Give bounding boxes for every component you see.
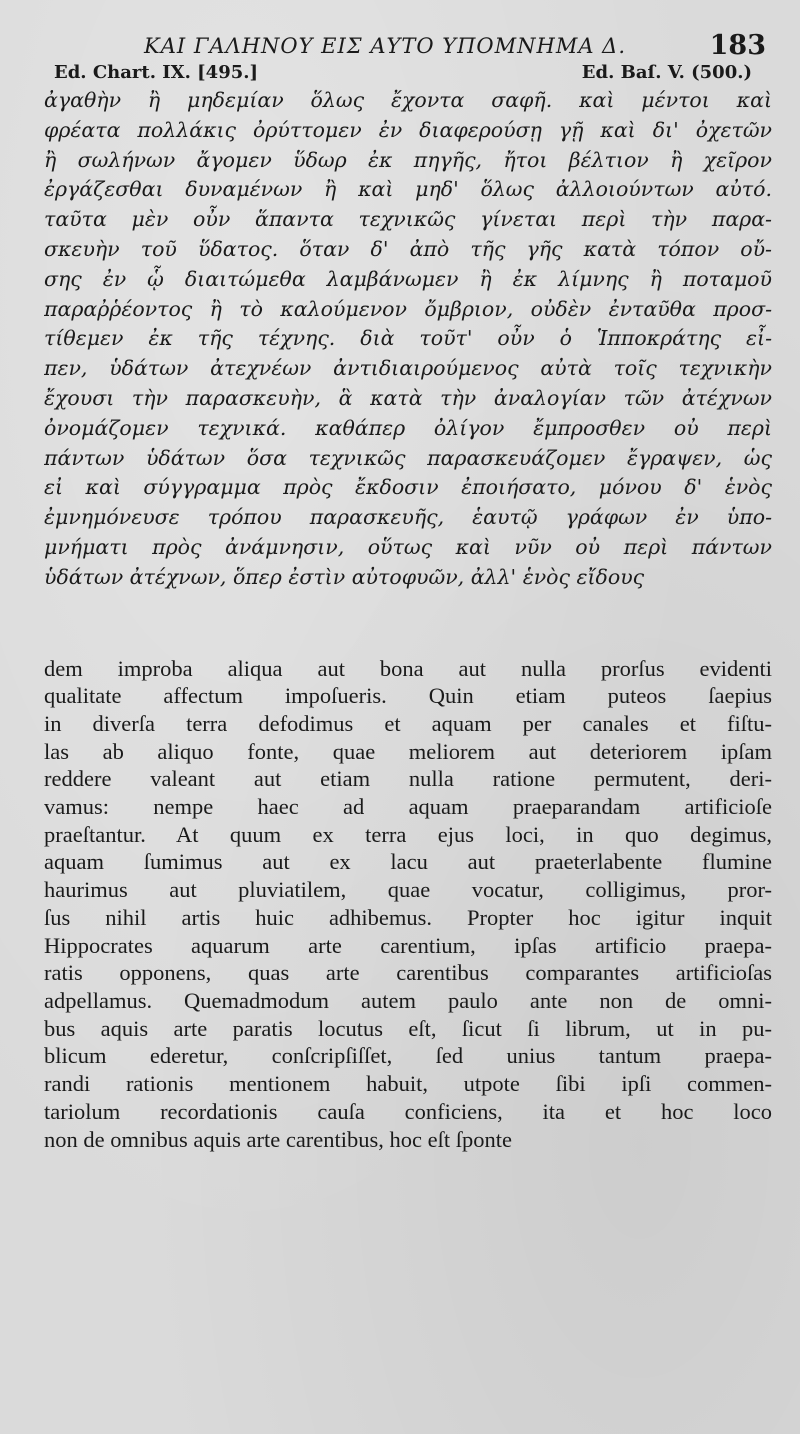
- latin-text-line: reddere valeant aut etiam nulla ratione permutent, deri-: [44, 766, 772, 792]
- greek-text-line: πεν, ὑδάτων ἀτεχνέων ἀντιδιαιρούμενος αὐτὰ τοῖς τεχνικὴν: [44, 356, 772, 381]
- greek-text-line: σης ἐν ᾧ διαιτώμεθα λαμβάνωμεν ἢ ἐκ λίμνης ἢ ποταμοῦ: [44, 266, 772, 291]
- greek-text-line: φρέατα πολλάκις ὀρύττομεν ἐν διαφερούσῃ γῇ καὶ δι' ὀχετῶν: [44, 117, 772, 142]
- latin-text-line: in diverſa terra defodimus et aquam per canales et fiſtu-: [44, 710, 772, 736]
- greek-text-line: ἢ σωλήνων ἄγομεν ὕδωρ ἐκ πηγῆς, ἤτοι βέλτιον ἢ χεῖρον: [44, 147, 772, 172]
- running-title: ΚΑΙ ΓΑΛΗΝΟΥ ΕΙΣ ΑΥΤΟ ΥΠΟΜΝΗΜΑ Δ.: [144, 34, 627, 58]
- greek-text-line: τίθεμεν ἐκ τῆς τέχνης. διὰ τοῦτ' οὖν ὁ Ἱπποκράτης εἶ-: [44, 326, 772, 351]
- greek-text-line: ἀγαθὴν ἢ μηδεμίαν ὅλως ἔχοντα σαφῆ. καὶ μέντοι καὶ: [44, 88, 772, 112]
- greek-text-line: εἰ καὶ σύγγραμμα πρὸς ἔκδοσιν ἐποιήσατο, μόνου δ' ἑνὸς: [44, 475, 772, 500]
- edition-references: [44, 62, 772, 88]
- greek-text-line: παραῤῥέοντος ἢ τὸ καλούμενον ὄμβριον, οὐδὲν ἐνταῦθα προσ-: [44, 296, 772, 321]
- latin-text-line: las ab aliquo fonte, quae meliorem aut deteriorem ipſam: [44, 738, 772, 764]
- latin-text-line: randi rationis mentionem habuit, utpote ſibi ipſi commen-: [44, 1071, 772, 1097]
- greek-text-block: [44, 86, 772, 593]
- edition-chart-reference: Ed. Chart. IX. [495.]: [54, 62, 259, 83]
- greek-text-line: ταῦτα μὲν οὖν ἅπαντα τεχνικῶς γίνεται περὶ τὴν παρα-: [44, 207, 772, 232]
- edition-basel-reference: Ed. Baſ. V. (500.): [581, 62, 752, 83]
- latin-text-line: vamus: nempe haec ad aquam praeparandam artificioſe: [44, 794, 772, 820]
- greek-text-line: ἔχουσι τὴν παρασκευὴν, ἃ κατὰ τὴν ἀναλογίαν τῶν ἀτέχνων: [44, 385, 772, 410]
- latin-text-line: blicum ederetur, conſcripſiſſet, ſed unius tantum praepa-: [44, 1043, 772, 1069]
- greek-text-line: πάντων ὑδάτων ὅσα τεχνικῶς παρασκευάζομεν ἔγραψεν, ὡς: [44, 445, 772, 470]
- latin-text-line: adpellamus. Quemadmodum autem paulo ante non de omni-: [44, 987, 772, 1013]
- latin-text-block: [44, 655, 772, 1154]
- greek-text-line: ὑδάτων ἀτέχνων, ὅπερ ἐστὶν αὐτοφυῶν, ἀλλ' ἑνὸς εἴδους: [44, 564, 645, 589]
- greek-text-line: ἐμνημόνευσε τρόπου παρασκευῆς, ἑαυτῷ γράφων ἐν ὑπο-: [44, 505, 772, 530]
- latin-text-line: non de omnibus aquis arte carentibus, hoc eſt ſponte: [44, 1126, 513, 1152]
- latin-text-line: haurimus aut pluviatilem, quae vocatur, colligimus, pror-: [44, 877, 772, 903]
- latin-text-line: dem improba aliqua aut bona aut nulla prorſus evidenti: [44, 655, 772, 681]
- greek-text-line: μνήματι πρὸς ἀνάμνησιν, οὕτως καὶ νῦν οὐ περὶ πάντων: [44, 534, 772, 559]
- greek-text-line: ὀνομάζομεν τεχνικά. καθάπερ ὀλίγον ἔμπροσθεν οὐ περὶ: [44, 415, 772, 440]
- latin-text-line: bus aquis arte paratis locutus eſt, ſicut ſi librum, ut in pu-: [44, 1015, 772, 1041]
- greek-text-line: σκευὴν τοῦ ὕδατος. ὅταν δ' ἀπὸ τῆς γῆς κατὰ τόπον οὔ-: [44, 236, 772, 261]
- page-number: 183: [709, 30, 766, 61]
- latin-text-line: aquam ſumimus aut ex lacu aut praeterlabente flumine: [44, 849, 772, 875]
- latin-text-line: praeſtantur. At quum ex terra ejus loci, in quo degimus,: [44, 821, 772, 847]
- latin-text-line: ratis opponens, quas arte carentibus comparantes artificioſas: [44, 960, 772, 986]
- latin-text-line: qualitate affectum impoſueris. Quin etiam puteos ſaepius: [44, 683, 772, 709]
- latin-text-line: Hippocrates aquarum arte carentium, ipſas artificio praepa-: [44, 932, 772, 958]
- latin-text-line: ſus nihil artis huic adhibemus. Propter hoc igitur inquit: [44, 904, 772, 930]
- running-head: [44, 18, 772, 62]
- latin-text-line: tariolum recordationis cauſa conficiens, ita et hoc loco: [44, 1098, 772, 1124]
- greek-text-line: ἐργάζεσθαι δυναμένων ἢ καὶ μηδ' ὅλως ἀλλοιούντων αὐτό.: [44, 177, 772, 202]
